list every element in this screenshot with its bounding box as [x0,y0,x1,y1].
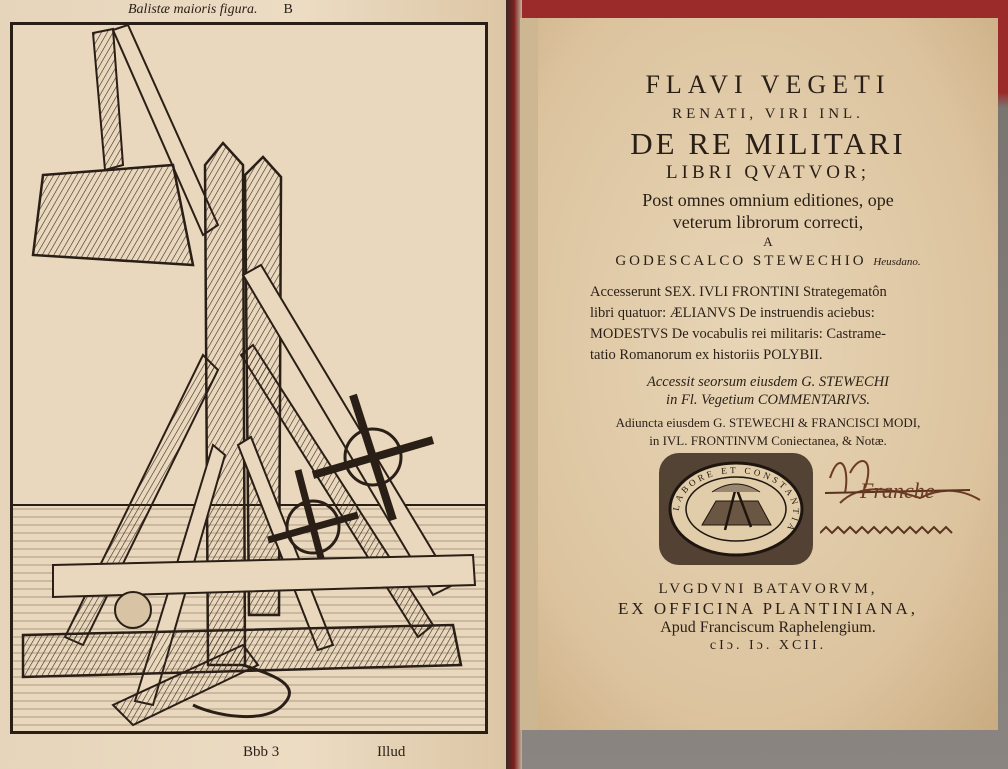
adiuncta-line: Adiuncta eiusdem G. STEWECHI & FRANCISCI MODI, [615,415,921,430]
title-author-epithet: RENATI, VIRI INL. [672,106,864,122]
contents-line: libri quatuor: ÆLIANVS De instruendis aciebus: [590,305,875,321]
compass-emblem-icon [655,445,817,570]
editor-origin: Heusdano. [873,256,921,268]
handwriting-signature-icon [820,448,990,558]
editor-name-text: GODESCALCO STEWECHIO [615,253,867,269]
adiuncta-line: in IVL. FRONTINVM Coniectanea, & Notæ. [649,433,887,448]
contents-line: Accesserunt SEX. IVLI FRONTINI Strategematôn [590,284,887,300]
title-line-a: A [763,234,773,249]
imprint-place: LVGDVNI BATAVORVM, [658,581,878,597]
handwritten-ownership-inscription [820,448,990,563]
accessit-line: in Fl. Vegetium COMMENTARIVS. [666,392,870,408]
ballista-drawing [13,25,485,731]
contents-line: MODESTVS De vocabulis rei militaris: Castrame- [590,326,886,342]
title-author: FLAVI VEGETI [645,70,891,99]
editor-name [538,253,998,270]
printer-mark-motto: LABORE ET CONSTANTIA [670,464,802,536]
imprint-date: cIɔ. Iɔ. XCII. [709,638,827,653]
title-line-edition: Post omnes omnium editiones, ope [642,190,894,210]
running-head-letter: B [283,2,293,17]
imprint-press: EX OFFICINA PLANTINIANA, [617,599,919,618]
title-subtitle: LIBRI QVATVOR; [666,162,870,183]
title-page [520,18,998,730]
contents-line: tatio Romanorum ex historiis POLYBII. [590,347,823,363]
handwritten-name: Franche [860,478,935,503]
signature-mark: Bbb 3 [243,744,280,760]
title-main: DE RE MILITARI [630,126,906,161]
woodcut-ballista-illustration [10,22,488,734]
running-head-text: Balistæ maioris figura. [128,2,258,17]
title-line-corrected: veterum librorum correcti, [672,212,864,232]
accessit-line: Accessit seorsum eiusdem G. STEWECHI [646,374,890,390]
imprint-printer: Apud Franciscum Raphelengium. [660,619,876,636]
running-head [128,2,293,18]
printer-mark [655,445,817,575]
catchword: Illud [377,744,406,760]
